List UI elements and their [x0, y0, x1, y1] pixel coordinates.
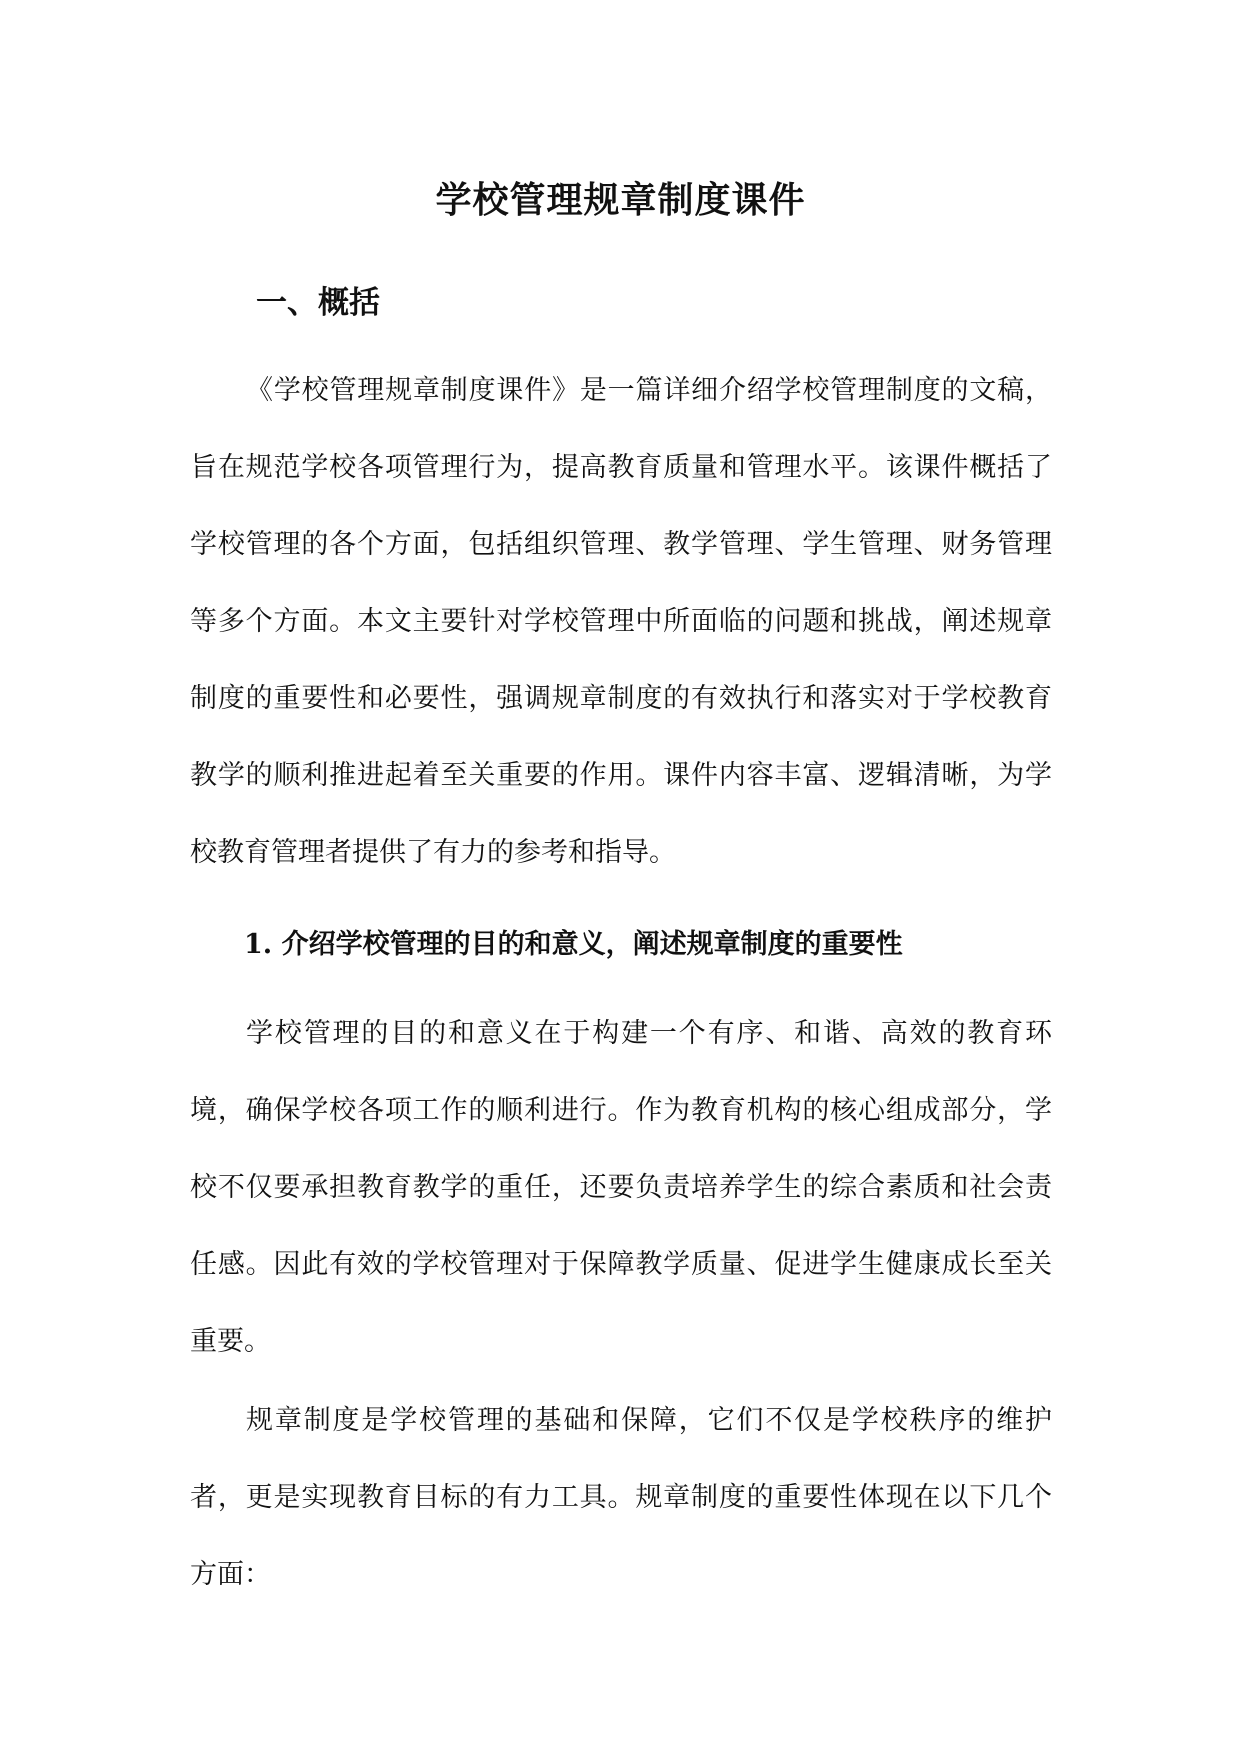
- purpose-paragraph: 学校管理的目的和意义在于构建一个有序、和谐、高效的教育环境，确保学校各项工作的顺利进行。作为教育机构的核心组成部分，学校不仅要承担教育教学的重任，还要负责培养学生的综合素质和社会责任感。因此有效的学校管理对于保障教学质量、促进学生健康成长至关重要。: [190, 1018, 1052, 1357]
- overview-paragraph: 《学校管理规章制度课件》是一篇详细介绍学校管理制度的文稿，旨在规范学校各项管理行为，提高教育质量和管理水平。该课件概括了学校管理的各个方面，包括组织管理、教学管理、学生管理、财务管理等多个方面。本文主要针对学校管理中所面临的问题和挑战，阐述规章制度的重要性和必要性，强调规章制度的有效执行和落实对于学校教育教学的顺利推进起着至关重要的作用。课件内容丰富、逻辑清晰，为学校教育管理者提供了有力的参考和指导。: [190, 375, 1052, 868]
- regulations-paragraph: 规章制度是学校管理的基础和保障，它们不仅是学校秩序的维护者，更是实现教育目标的有力工具。规章制度的重要性体现在以下几个方面：: [190, 1405, 1052, 1590]
- document-title: 学校管理规章制度课件: [435, 179, 806, 222]
- subsection-heading-purpose: 1. 介绍学校管理的目的和意义，阐述规章制度的重要性: [244, 929, 903, 960]
- section-heading-overview: 一、概括: [256, 285, 380, 321]
